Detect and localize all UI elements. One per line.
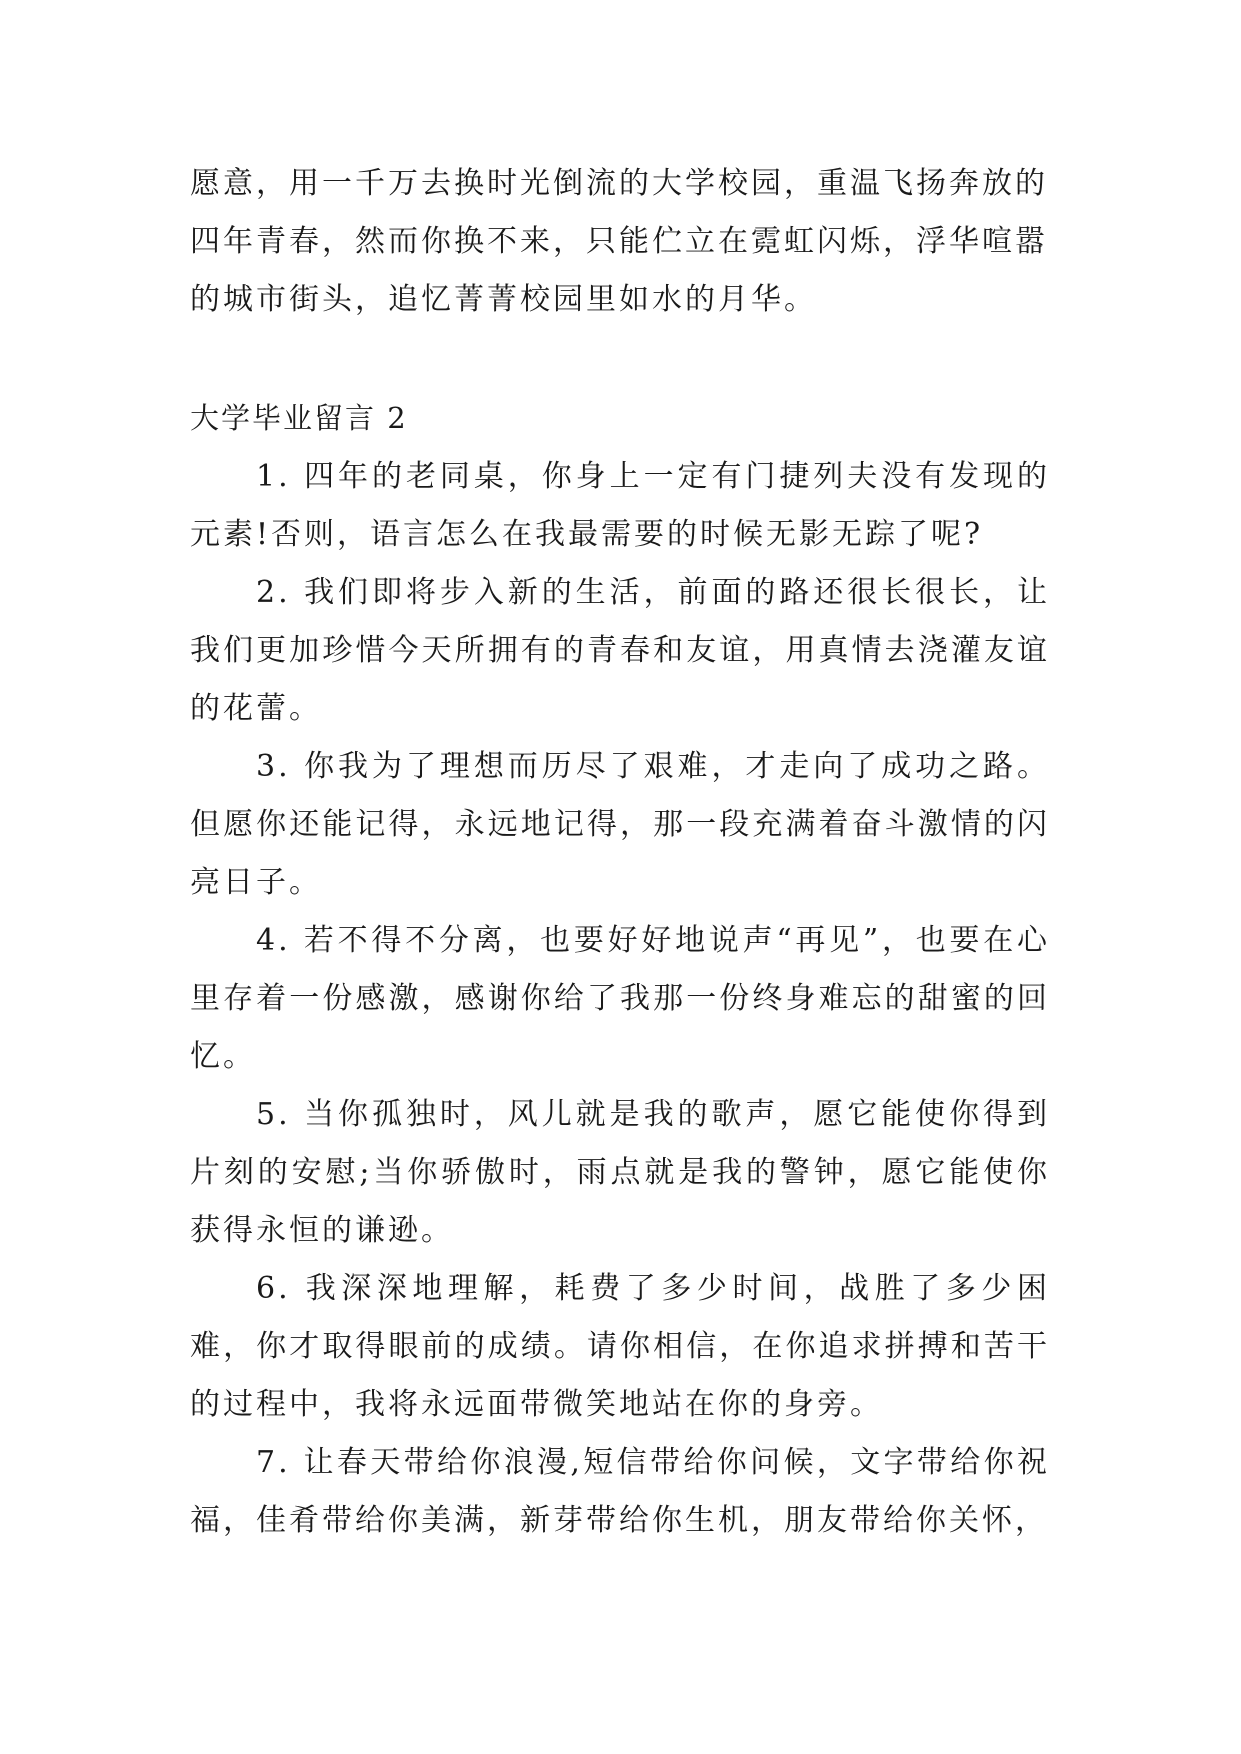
list-item: 4. 若不得不分离，也要好好地说声“再见”，也要在心里存着一份感激，感谢你给了我那一份终身难忘的甜蜜的回忆。 bbox=[190, 923, 1050, 1074]
list-item: 5. 当你孤独时，风儿就是我的歌声，愿它能使你得到片刻的安慰;当你骄傲时，雨点就是我的警钟，愿它能使你获得永恒的谦逊。 bbox=[190, 1097, 1050, 1248]
list-item: 1. 四年的老同桌，你身上一定有门捷列夫没有发现的元素!否则，语言怎么在我最需要的时候无影无踪了呢? bbox=[190, 459, 1050, 552]
section-heading: 大学毕业留言 2 bbox=[190, 401, 408, 435]
message-list bbox=[190, 448, 1050, 1550]
list-item: 3. 你我为了理想而历尽了艰难，才走向了成功之路。但愿你还能记得，永远地记得，那一段充满着奋斗激情的闪亮日子。 bbox=[190, 749, 1050, 900]
list-item: 6. 我深深地理解，耗费了多少时间，战胜了多少困难，你才取得眼前的成绩。请你相信，在你追求拼搏和苦干的过程中，我将永远面带微笑地站在你的身旁。 bbox=[190, 1271, 1050, 1422]
intro-paragraph: 愿意，用一千万去换时光倒流的大学校园，重温飞扬奔放的四年青春，然而你换不来，只能伫立在霓虹闪烁，浮华喧嚣的城市街头，追忆菁菁校园里如水的月华。 bbox=[190, 166, 1048, 317]
list-item: 2. 我们即将步入新的生活，前面的路还很长很长，让我们更加珍惜今天所拥有的青春和友谊，用真情去浇灌友谊的花蕾。 bbox=[190, 575, 1050, 726]
list-item: 7. 让春天带给你浪漫,短信带给你问候，文字带给你祝福，佳肴带给你美满，新芽带给你生机，朋友带给你关怀， bbox=[190, 1445, 1050, 1538]
